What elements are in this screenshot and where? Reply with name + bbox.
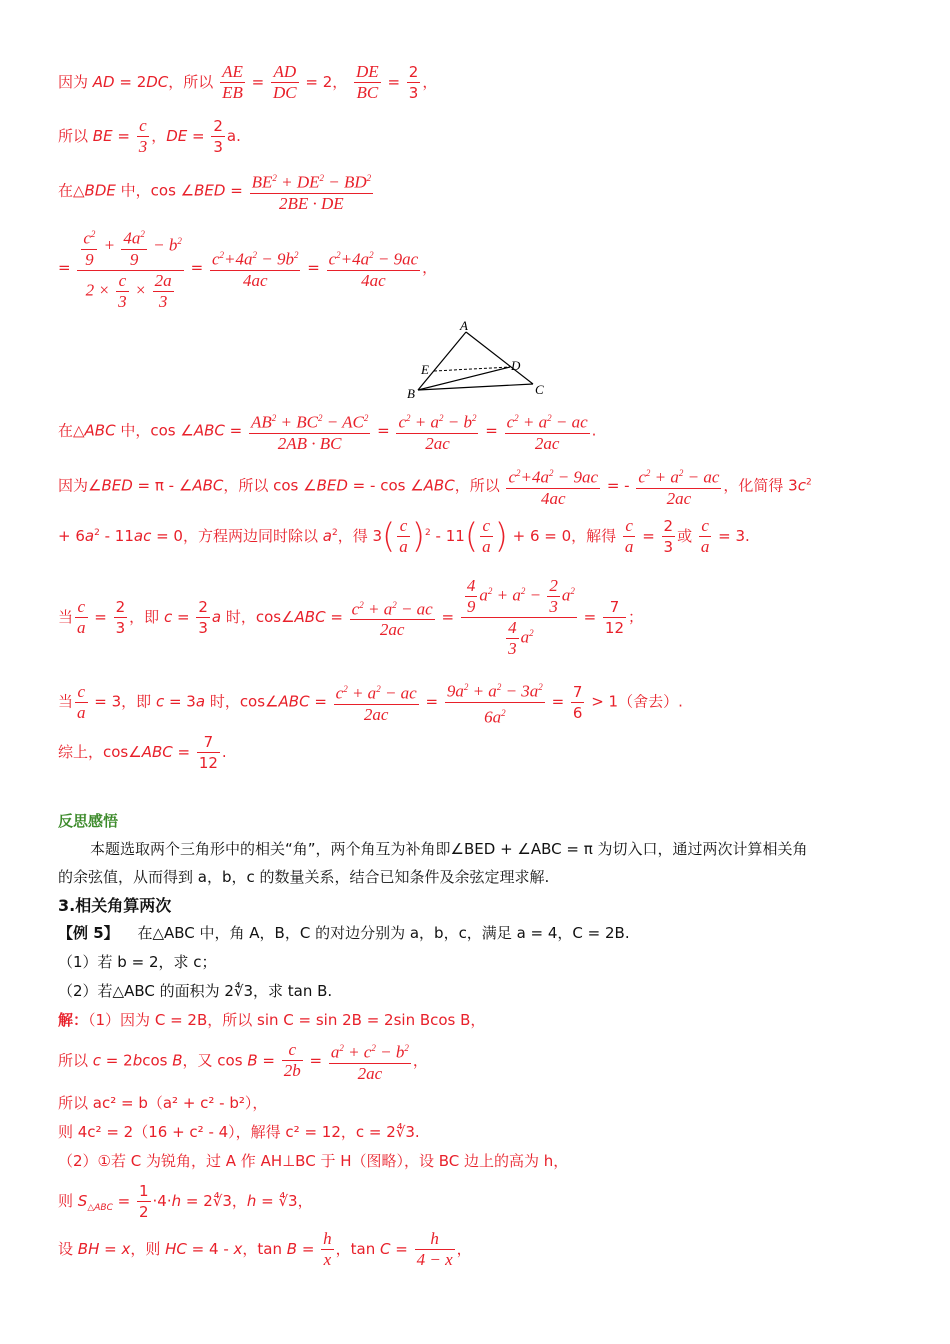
label-A: A [460, 318, 468, 333]
solution-line-1: 因为 AD = 2DC，所以 $\frac{AE}{EB}$ = $\frac{AD}{DC}$ = 2， $\frac{DE}{BC}$ = $\frac{2}{3}$ ， [58, 62, 438, 102]
solution-part2-line2: 则 $S_{\triangle ABC}$ = $\frac{1}{2}$ ·4·h = 2∜3，h = ∜3， [58, 1182, 313, 1221]
solution-line-9: 当 $\frac{c}{a}$ = 3，即 c = 3a 时，cos∠ABC = $\frac{c^2 + a^2 - ac}{2ac}$ = $\frac{9a^2 + a^2 - 3a^2}{6a^2}$ = $\frac{7}{6}$ > 1（舍去）. [58, 677, 683, 727]
line-text: （1）因为 C = 2B，所以 sin C = sin 2B = 2sin Bcos B， [88, 1011, 486, 1029]
reflection-line-1: 本题选取两个三角形中的相关“角”，两个角互为补角即∠BED + ∠ABC = π 为切入口，通过两次计算相关角 [90, 840, 808, 858]
label-D: D [511, 358, 521, 373]
solution-part1-line2: 所以 c = 2bcos B，又 cos B = $\frac{c}{2b}$ = $\frac{a^2 + c^2 - b^2}{2ac}$ ， [58, 1038, 428, 1084]
solution-line-7: + $6a^2 - 11ac = 0$，方程两边同时除以 $a^2$，得 3( $\frac{c}{a}$ )$^2$ - 11( $\frac{c}{a}$ ) + 6 = 0，解得 $\frac{c}{a}$ = $\frac{2}{3}$ 或 $\frac{c}{a}$ = 3. [58, 516, 750, 557]
solution-part1-line4: 则 4c² = 2（16 + c² - 4），解得 c² = 12，c = 2∜3. [58, 1123, 420, 1141]
reflection-heading: 反思感悟 [58, 812, 119, 830]
label-C: C [535, 382, 544, 397]
solution-line-3: 在△BDE 中，cos ∠BED = $\frac{BE^2 + DE^2 - BD^2}{2BE \cdot DE}$ [58, 168, 375, 214]
section-heading: 3.相关角算两次 [58, 896, 172, 915]
reflection-line-2: 的余弦值，从而得到 a，b，c 的数量关系，结合已知条件及余弦定理求解. [58, 868, 550, 886]
solution-part2-line1: （2）①若 C 为锐角，过 A 作 AH⊥BC 于 H（图略），设 BC 边上的高为 h， [58, 1152, 569, 1170]
solution-part1-line3: 所以 ac² = b（a² + c² - b²）， [58, 1094, 268, 1112]
solution-part1-line1 [58, 1009, 485, 1030]
solution-line-6: 因为∠BED = π - ∠ABC，所以 cos ∠BED = - cos ∠ABC，所以 $\frac{c^2+4a^2 - 9ac}{4ac}$ = - $\frac{c^2 + a^2 - ac}{2ac}$ ，化简得 $3c^2$ [58, 463, 812, 509]
solution-line-5: 在△ABC 中，cos ∠ABC = $\frac{AB^2 + BC^2 - AC^2}{2AB \cdot BC}$ = $\frac{c^2 + a^2 - b^2}{2ac}$ = $\frac{c^2 + a^2 - ac}{2ac}$ . [58, 408, 596, 454]
example-label: 【例 5】 [58, 924, 119, 942]
solution-line-10: 综上，cos∠ABC = $\frac{7}{12}$ . [58, 733, 227, 772]
example-text: 在△ABC 中，角 A，B，C 的对边分别为 a，b，c，满足 a = 4，C = 2B. [137, 924, 630, 942]
solution-line-2: 所以 BE = $\frac{c}{3}$ ，DE = $\frac{2}{3}$ a. [58, 116, 241, 156]
solution-part2-line3: 设 BH = x，则 HC = 4 - x，tan B = $\frac{h}{x}$ ，tan C = $\frac{h}{4 - x}$ ， [58, 1229, 472, 1269]
solution-line-8: 当 $\frac{c}{a}$ = $\frac{2}{3}$ ，即 c = $\frac{2}{3}$ a 时，cos∠ABC = $\frac{c^2 + a^2 - ac}{2ac}$ = $\frac{4}{9}$ $a^2 + a^2$ − $\frac{2}{3}$ $a^2$ $\frac{4}{3}$ $a^2$ = $\frac{7}{12}$ ； [58, 576, 644, 658]
solution-label: 解： [58, 1011, 89, 1029]
label-E: E [421, 362, 429, 377]
solution-line-4: = $\frac{c^2}{9}$ + $\frac{4a^2}{9}$ − $b^2$ 2 × $\frac{c}{3}$ × $\frac{2a}{3}$ = $\frac{c^2+4a^2 - 9b^2}{4ac}$ = $\frac{c^2+4a^2 - 9ac}{4ac}$ ， [58, 224, 437, 312]
example-line [58, 922, 630, 943]
question-1: （1）若 b = 2，求 c； [58, 953, 217, 971]
triangle-figure [400, 318, 560, 402]
question-2: （2）若△ABC 的面积为 2∜3，求 tan B. [58, 982, 333, 1000]
label-B: B [407, 386, 415, 401]
